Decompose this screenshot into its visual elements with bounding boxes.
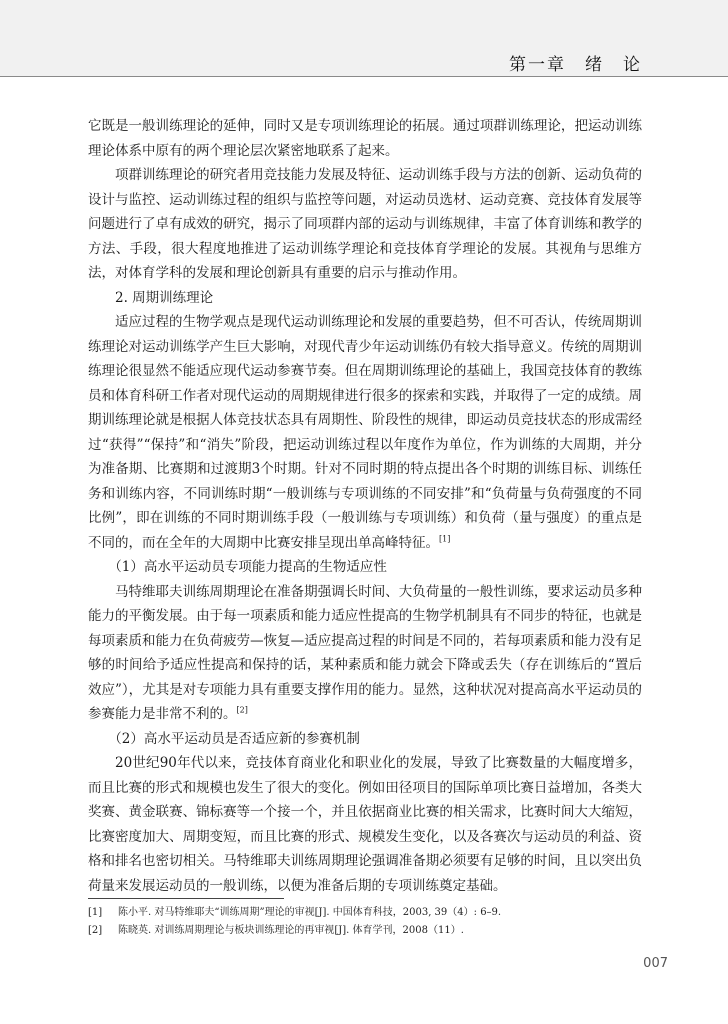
header-divider (0, 76, 728, 77)
subheading-competition-mechanism: （2）高水平运动员是否适应新的参赛机制 (108, 730, 360, 747)
footnote-text: 陈晓英. 对训练周期理论与板块训练理论的再审视[J]. 体育学刊，2008（11）. (118, 925, 464, 936)
section-heading-periodization: 2. 周期训练理论 (115, 289, 214, 306)
page-number: 007 (643, 956, 668, 971)
paragraph-periodization-text: 适应过程的生物学观点是现代运动训练理论和发展的重要趋势，但不可否认，传统周期训练理论对运动训练学产生巨大影响，对现代青少年运动训练仍有较大指导意义。传统的周期训练理论很显然不能适应现代运动参赛节奏。但在周期训练理论的基础上，我国竞技体育的教练员和体育科研工作者对现代运动的周期规律进行很多的探索和实践，并取得了一定的成绩。周期训练理论就是根据人体竞技状态具有周期性、阶段性的规律，即运动员竞技状态的形成需经过“获得”“保持”和“消失”阶段，把运动训练过程以年度作为单位，作为训练的大周期，并分为准备期、比赛期和过渡期3个时期。针对不同时期的特点提出各个时期的训练目标、训练任务和训练内容，不同训练时期“一般训练与专项训练的不同安排”和“负荷量与负荷强度的不同比例”，即在训练的不同时期训练手段（一般训练与专项训练）和负荷（量与强度）的重点是不同的，而在全年的大周期中比赛安排呈现出单高峰特征。 (88, 314, 642, 551)
paragraph-competition-mechanism: 20世纪90年代以来，竞技体育商业化和职业化的发展，导致了比赛数量的大幅度增多，而且比赛的形式和规模也发生了很大的变化。例如田径项目的国际单项比赛日益增加，各类大奖赛、黄金联赛、锦标赛等一个接一个，并且依据商业比赛的相关需求，比赛时间大大缩短，比赛密度加大、周期变短，而且比赛的形式、规模发生变化，以及各赛次与运动员的利益、资格和排名也密切相关。马特维耶夫训练周期理论强调准备期必须要有足够的时间，且以突出负荷量来发展运动员的一般训练，以便为准备后期的专项训练奠定基础。 (88, 755, 642, 894)
paragraph-group-training: 项群训练理论的研究者用竞技能力发展及特征、运动训练手段与方法的创新、运动负荷的设计与监控、运动训练过程的组织与监控等问题，对运动员选材、运动竞赛、竞技体育发展等问题进行了卓有成效的研究，揭示了同项群内部的运动与训练规律，丰富了体育训练和教学的方法、手段，很大程度地推进了运动训练学理论和竞技体育学理论的发展。其视角与思维方法，对体育学科的发展和理论创新具有重要的启示与推动作用。 (88, 167, 642, 281)
paragraph-bio-adaptation-text: 马特维耶夫训练周期理论在准备期强调长时间、大负荷量的一般性训练，要求运动员多种能力的平衡发展。由于每一项素质和能力适应性提高的生物学机制具有不同步的特征，也就是每项素质和能力在负荷疲劳—恢复—适应提高过程的时间是不同的，若每项素质和能力没有足够的时间给予适应性提高和保持的话，某种素质和能力就会下降或丢失（存在训练后的“置后效应”），尤其是对专项能力具有重要支撑作用的能力。显然，这种状况对提高高水平运动员的参赛能力是非常不利的。 (88, 583, 642, 722)
footnote-ref-1[interactable]: [1] (439, 534, 451, 543)
paragraph-bio-adaptation (88, 580, 642, 727)
footnote-ref-2[interactable]: [2] (236, 705, 248, 715)
footnote-text: 陈小平. 对马特维耶夫“训练周期”理论的审视[J]. 中国体育科技，2003, 39（4）: 6–9. (118, 907, 502, 918)
chapter-title: 第一章 绪 论 (509, 55, 642, 75)
subheading-bio-adaptation: （1）高水平运动员专项能力提高的生物适应性 (108, 559, 387, 575)
footnotes (88, 904, 648, 940)
paragraph-periodization (88, 310, 642, 555)
footnote-divider (88, 898, 284, 899)
footnote-item (88, 922, 648, 940)
footnote-number: [2] (88, 925, 103, 936)
footnote-item (88, 904, 648, 922)
body-text (88, 114, 642, 898)
paragraph-continuation: 它既是一般训练理论的延伸，同时又是专项训练理论的拓展。通过项群训练理论，把运动训练理论体系中原有的两个理论层次紧密地联系了起来。 (88, 118, 642, 159)
footnote-number: [1] (88, 907, 103, 918)
